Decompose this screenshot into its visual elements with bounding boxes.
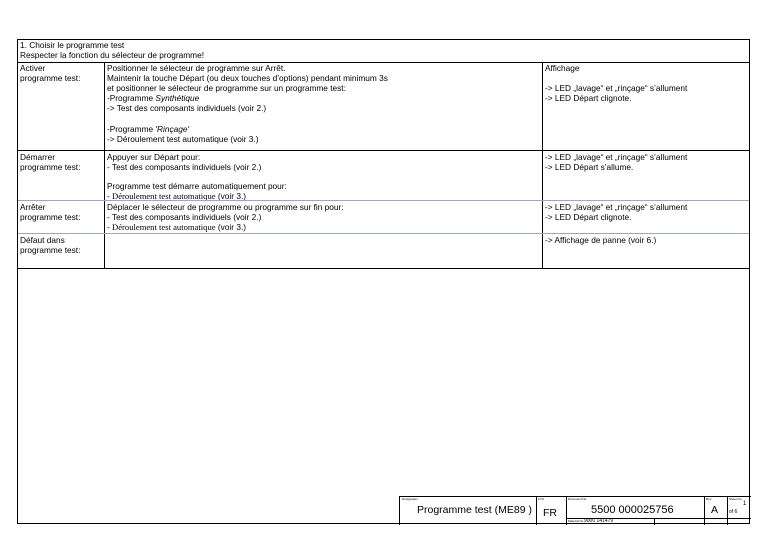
document-frame (17, 39, 750, 524)
tb-divider (566, 497, 567, 525)
sheet-label: Sheet No. (729, 497, 743, 501)
sheet-number: 1 (743, 501, 747, 507)
instruction-text: -> Déroulement test automatique (voir 3.) (107, 134, 259, 144)
row-label: programme test: (20, 245, 81, 255)
row-label: programme test: (20, 212, 81, 222)
document-number: 5500 000025756 (591, 504, 674, 516)
document-title: Programme test (ME89 ) (417, 504, 532, 516)
instruction-text: Programme test démarre automatiquement pour: (107, 181, 287, 191)
material-label: Material No. (568, 519, 585, 523)
row-divider (18, 200, 749, 201)
document-number-label: Document No. (568, 497, 588, 501)
display-text: -> Affichage de panne (voir 6.) (545, 235, 657, 245)
language-code: FR (543, 507, 557, 519)
instruction-text: et positionner le sélecteur de programme sur un programme test: (107, 83, 346, 93)
material-number: 9000 141479 (584, 518, 614, 524)
display-text: -> LED „lavage“ et „rinçage“ s’allument (545, 152, 688, 162)
instruction-text: Appuyer sur Départ pour: (107, 152, 201, 162)
row-label: Arrêter (20, 202, 46, 212)
instruction-text: Positionner le sélecteur de programme sur Arrêt. (107, 63, 286, 73)
section-title: 1. Choisir le programme test (20, 40, 125, 50)
section-note: Respecter la fonction du sélecteur de programme! (20, 50, 205, 60)
row-divider (18, 233, 749, 234)
display-text: -> LED „lavage“ et „rinçage“ s’allument (545, 202, 688, 212)
revision-label: Rev. (706, 497, 712, 501)
sheet-count: of 6 (729, 509, 738, 515)
designation-label: Designation (402, 497, 418, 501)
revision: A (711, 504, 719, 516)
instruction-text: - Test des composants individuels (voir 2.) (107, 212, 262, 222)
row-label: Activer (20, 63, 46, 73)
tb-divider (654, 518, 655, 525)
display-text: -> LED Départ clignote. (545, 93, 632, 103)
row-label: Démarrer (20, 152, 56, 162)
row-label: programme test: (20, 162, 81, 172)
display-text: -> LED Départ s’allume. (545, 162, 634, 172)
row-label: programme test: (20, 73, 81, 83)
instruction-text: - Test des composants individuels (voir 2.) (107, 162, 262, 172)
tb-divider (727, 497, 728, 525)
instruction-text: -> Test des composants individuels (voir 2.) (107, 103, 267, 113)
table-bottom-border (18, 268, 749, 269)
row-label: Défaut dans (20, 235, 65, 245)
instruction-text: Maintenir la touche Départ (ou deux touches d’options) pendant minimum 3s (107, 73, 388, 83)
instruction-text: -Programme Synthétique (107, 93, 200, 103)
lcs-label: LCS (538, 497, 544, 501)
display-text: -> LED Départ clignote. (545, 212, 632, 222)
tb-divider (704, 497, 705, 525)
instruction-text: - Déroulement test automatique (voir 3.) (107, 222, 247, 232)
instruction-text: - Déroulement test automatique (voir 3.) (107, 191, 247, 201)
display-header: Affichage (545, 63, 580, 73)
title-block (399, 496, 751, 525)
row-divider (18, 150, 749, 151)
instruction-text: -Programme 'Rinçage' (107, 124, 190, 134)
column-divider-2 (542, 62, 543, 268)
display-text: -> LED „lavage“ et „rinçage“ s’allument (545, 83, 688, 93)
column-divider-1 (104, 62, 105, 268)
tb-divider (536, 497, 537, 525)
instruction-text: Déplacer le sélecteur de programme ou programme sur fin pour: (107, 202, 344, 212)
